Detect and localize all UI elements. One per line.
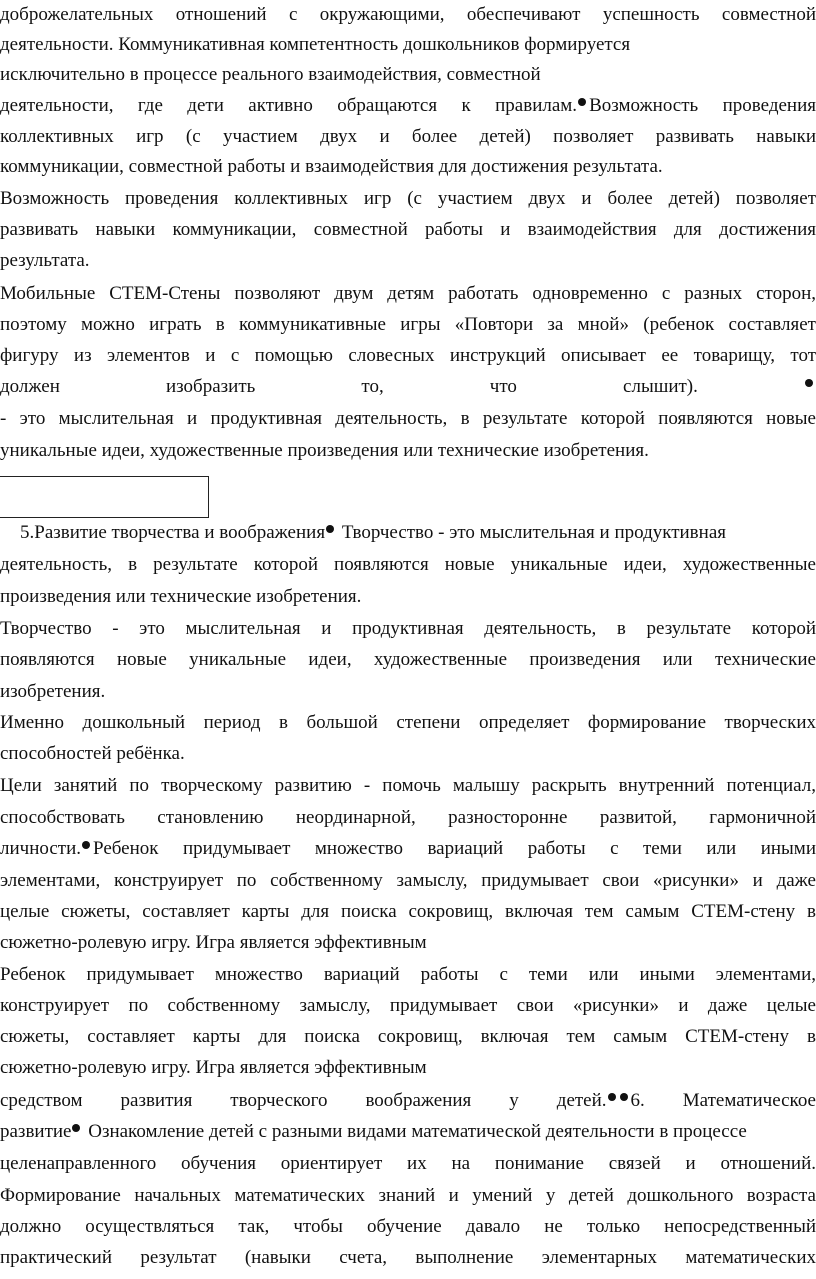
text-line: развивать навыки коммуникации, совместной работы и взаимодействия для достижения <box>0 219 816 240</box>
text-line: практический результат (навыки счета, выполнение элементарных математических <box>0 1247 816 1268</box>
text-line: исключительно в процессе реального взаимодействия, совместной <box>0 64 541 85</box>
text-line: Цели занятий по творческому развитию - помочь малышу раскрыть внутренний потенциал, <box>0 775 816 796</box>
text-line: уникальные идеи, художественные произведения или технические изобретения. <box>0 440 649 461</box>
text-line: изобретения. <box>0 681 106 702</box>
text-fragment: Возможность проведения <box>589 95 816 116</box>
text-line: появляются новые уникальные идеи, художественные произведения или технические <box>0 649 816 670</box>
text-fragment: 6. Математическое <box>630 1090 816 1111</box>
text-line <box>0 1117 816 1147</box>
text-line <box>0 91 816 121</box>
bullet-icon <box>805 379 813 387</box>
bullet-icon <box>620 1093 628 1101</box>
text-fragment: Ознакомление детей с разными видами математической деятельности в процессе <box>88 1121 747 1142</box>
text-fragment: Творчество - это мыслительная и продуктивная <box>341 522 726 543</box>
bullet-icon <box>608 1093 616 1101</box>
text-line: фигуру из элементов и с помощью словесных инструкций описывает ее товарищу, тот <box>0 345 816 366</box>
text-line: коммуникации, совместной работы и взаимодействия для достижения результата. <box>0 156 663 177</box>
bullet-icon <box>72 1124 80 1132</box>
text-line: способствовать становлению неординарной, разносторонне развитой, гармоничной <box>0 807 816 828</box>
text-line: целые сюжеты, составляет карты для поиска сокровищ, включая тем самым СТЕМ-стену в <box>0 901 816 922</box>
empty-frame <box>0 476 209 518</box>
bullet-icon <box>326 525 334 533</box>
text-line: должно осуществляться так, чтобы обучение давало не только непосредственный <box>0 1216 816 1237</box>
text-line: конструирует по собственному замыслу, придумывает свои «рисунки» и даже целые <box>0 995 816 1016</box>
text-line <box>0 834 816 864</box>
section-heading-line <box>0 518 816 548</box>
bullet-icon <box>578 98 586 106</box>
text-line: элементами, конструирует по собственному замыслу, придумывает свои «рисунки» и даже <box>0 870 816 891</box>
bullet-icon <box>82 841 90 849</box>
text-fragment: деятельности, где дети активно обращаются к правилам. <box>0 95 578 116</box>
text-fragment: Ребенок придумывает множество вариаций работы с теми или иными <box>93 838 816 859</box>
text-line: сюжеты, составляет карты для поиска сокровищ, включая тем самым СТЕМ-стену в <box>0 1026 816 1047</box>
text-line: доброжелательных отношений с окружающими, обеспечивают успешность совместной <box>0 4 816 25</box>
text-line: целенаправленного обучения ориентирует их на понимание связей и отношений. <box>0 1153 816 1174</box>
text-line <box>0 372 816 402</box>
text-fragment: средством развития творческого воображения у детей. <box>0 1090 607 1111</box>
text-line: поэтому можно играть в коммуникативные игры «Повтори за мной» (ребенок составляет <box>0 314 816 335</box>
text-line: сюжетно-ролевую игру. Игра является эффективным <box>0 1057 427 1078</box>
text-line: сюжетно-ролевую игру. Игра является эффективным <box>0 932 427 953</box>
text-line: коллективных игр (с участием двух и более детей) позволяет развивать навыки <box>0 126 816 147</box>
text-line: Формирование начальных математических знаний и умений у детей дошкольного возраста <box>0 1185 816 1206</box>
text-line: Творчество - это мыслительная и продуктивная деятельность, в результате которой <box>0 618 816 639</box>
text-line: Возможность проведения коллективных игр (с участием двух и более детей) позволяет <box>0 188 816 209</box>
text-line: деятельности. Коммуникативная компетентность дошкольников формируется <box>0 34 631 55</box>
text-fragment: личности. <box>0 838 82 859</box>
text-line: результата. <box>0 250 90 271</box>
text-line: способностей ребёнка. <box>0 743 185 764</box>
text-line: Мобильные СТЕМ-Стены позволяют двум детям работать одновременно с разных сторон, <box>0 283 816 304</box>
section-title: 5.Развитие творчества и воображения <box>20 522 326 543</box>
text-line: - это мыслительная и продуктивная деятельность, в результате которой появляются новые <box>0 408 816 429</box>
text-line <box>0 1086 816 1116</box>
text-line: произведения или технические изобретения. <box>0 586 362 607</box>
text-fragment: должен изобразить то, что слышит). <box>0 376 698 397</box>
text-fragment: развитие <box>0 1121 72 1142</box>
text-line: Ребенок придумывает множество вариаций работы с теми или иными элементами, <box>0 964 816 985</box>
text-line: деятельность, в результате которой появляются новые уникальные идеи, художественные <box>0 554 816 575</box>
text-line: Именно дошкольный период в большой степени определяет формирование творческих <box>0 712 816 733</box>
